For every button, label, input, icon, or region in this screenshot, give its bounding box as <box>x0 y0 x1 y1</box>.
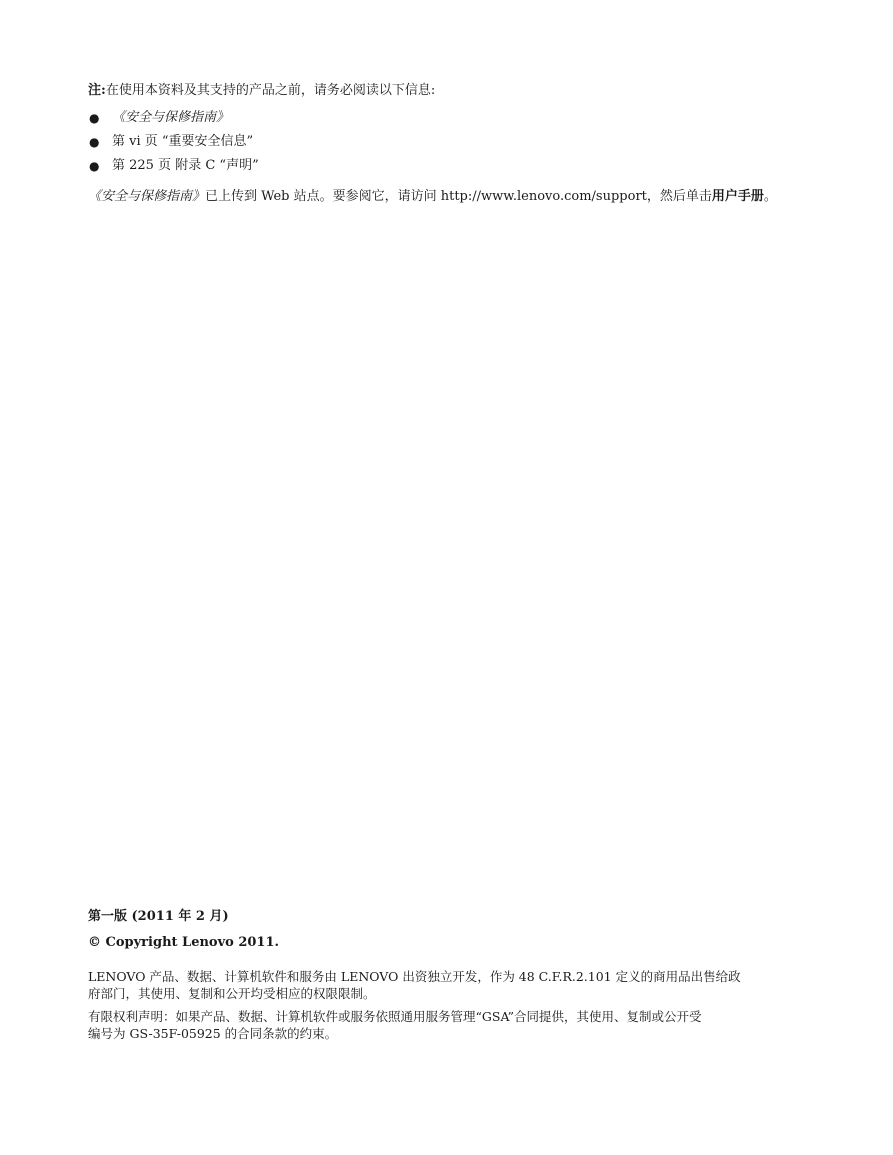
legal-notice-1 <box>88 969 798 1003</box>
list-item-text: 第 vi 页 “重要安全信息” <box>112 134 254 149</box>
reading-list <box>88 107 798 179</box>
guide-paragraph <box>88 188 798 207</box>
bullet-icon: ● <box>89 135 100 149</box>
user-manual-link-text: 用户手册 <box>711 189 764 204</box>
list-item-text: 第 225 页 附录 C “声明” <box>112 158 259 173</box>
paragraph-end: 。 <box>763 189 777 204</box>
list-item <box>88 107 798 131</box>
legal-notice-2 <box>88 1009 798 1043</box>
intro-note <box>88 82 798 101</box>
legal-notice-1-line-1: LENOVO 产品、数据、计算机软件和服务由 LENOVO 出资独立开发，作为 48 C.F.R.2.101 定义的商用品出售给政 <box>88 969 741 984</box>
guide-title: 《安全与保修指南》 <box>88 189 206 204</box>
legal-notice-2-line-2: 编号为 GS-35F-05925 的合同条款的约束。 <box>88 1025 338 1041</box>
note-label: 注: <box>88 83 106 98</box>
note-text: 在使用本资料及其支持的产品之前，请务必阅读以下信息: <box>105 83 436 98</box>
copyright-line: © Copyright Lenovo 2011. <box>88 935 280 950</box>
list-item <box>88 131 798 155</box>
list-item <box>88 155 798 179</box>
bullet-icon: ● <box>89 111 100 125</box>
legal-notice-1-line-2: 府部门，其使用、复制和公开均受相应的权限限制。 <box>88 985 376 1001</box>
paragraph-text: 已上传到 Web 站点。要参阅它，请访问 http://www.lenovo.com/support，然后单击 <box>205 189 712 204</box>
legal-notice-2-line-1: 有限权利声明：如果产品、数据、计算机软件或服务依照通用服务管理“GSA”合同提供，其使用、复制或公开受 <box>88 1009 702 1024</box>
list-item-text: 《安全与保修指南》 <box>112 110 230 125</box>
bullet-icon: ● <box>89 159 100 173</box>
edition-line: 第一版 (2011 年 2 月) <box>88 909 229 924</box>
